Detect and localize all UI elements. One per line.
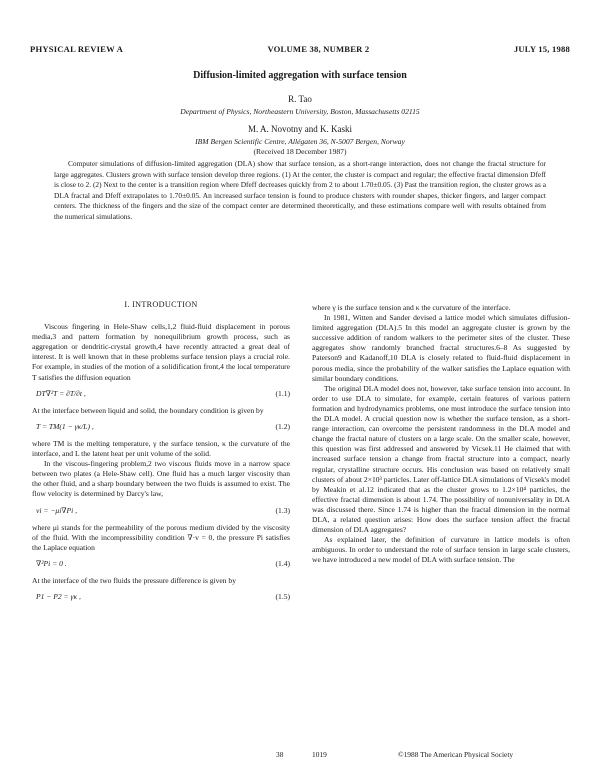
right-paragraph-4: As explained later, the definition of curvature in lattice models is often ambiguous. In order to understand the role of surface tension in large scale clusters, we have introduced a new model of DLA with surface tension. The (312, 535, 570, 565)
equation-1-2 (32, 422, 290, 432)
abstract: Computer simulations of diffusion-limited aggregation (DLA) show that surface tension, as a short-range interaction, does not change the fractal structure for large aggregates. Clusters grown with surface tension develop three regions. (1) At the center, the cluster is compact and regular; the effective fractal dimension Dfeff is close to 2. (2) Next to the center is a transition region where Dfeff decreases quickly from 2 to about 1.70±0.05. (3) Past the transition region, the cluster grows as a DLA fractal and Dfeff extrapolates to 1.70±0.05. An increased surface tension is found to produce clusters with rounder shapes, thicker fingers, and larger compact centers. The thickness of the fingers and the size of the compact center are determined theoretically, and these estimations compare well with results obtained from the numerical simulations. (54, 159, 546, 221)
equation-1-2-body: T = TM(1 − γκ/L) , (36, 421, 94, 431)
footer-volume: 38 (276, 750, 284, 759)
footer-copyright: ©1988 The American Physical Society (398, 750, 514, 759)
equation-1-5-body: P1 − P2 = γκ , (36, 592, 81, 602)
equation-1-4-number: (1.4) (275, 558, 290, 568)
right-column (312, 303, 570, 565)
equation-1-5-number: (1.5) (275, 592, 290, 602)
intro-paragraph-1: Viscous fingering in Hele-Shaw cells,1,2 fluid-fluid displacement in porous media,3 and pattern formation by nonequilibrium growth process, such as aggregation or dendritic-crystal growth,4 have recently attracted a great deal of interest. It is well known that in these problems surface tension plays a crucial role. For example, in studies of the motion of a solidification front,4 the local temperature T satisfies the diffusion equation (32, 322, 290, 382)
right-paragraph-2: In 1981, Witten and Sander devised a lattice model which simulates diffusion-limited aggregation (DLA).5 In this model an aggregate cluster is grown by the successive addition of random walkers to the perimeter sites of the cluster. These aggregates show randomly branched fractal structures.6–8 As suggested by Paterson9 and Kadanoff,10 DLA is closely related to fluid-fluid displacement in porous media, since the probability of the walker satisfies the Laplace equation with similar boundary conditions. (312, 313, 570, 383)
section-heading: I. INTRODUCTION (124, 300, 198, 309)
equation-1-3 (32, 506, 290, 516)
volume-number: VOLUME 38, NUMBER 2 (267, 44, 370, 54)
intro-paragraph-2: At the interface between liquid and solid, the boundary condition is given by (32, 405, 264, 415)
footer-page-number: 1019 (312, 750, 327, 759)
equation-1-2-number: (1.2) (275, 421, 290, 431)
equation-1-1-body: DT∇²T = ∂T/∂t , (36, 388, 86, 398)
author-line-1: R. Tao (288, 94, 312, 104)
equation-1-5 (32, 592, 290, 602)
right-paragraph-3: The original DLA model does not, however, take surface tension into account. In order to use DLA to simulate, for example, certain features of various pattern formation and hydrodynamics problems, one must introduce the surface tension into the DLA model. A crucial question now is whether the surface tension, as a short-range interaction, can overcome the persistent randomness in the DLA model and change the fractal nature of clusters on a large scale. On the smaller scale, however, this question was first addressed and answered by Vicsek.11 He claimed that with increased surface tension a change from fractal structure into a compact, nearly regular, crystalline structure occurs. His conclusion was based on relatively small clusters of about 2×10³ particles. Later off-lattice DLA simulations of Vicsek's model by Meakin et al.12 indicated that as the cluster grows to 1.2×10⁴ particles, the effective fractal dimension is about 1.74. The possibility of nonuniversality in DLA was discussed there. Since 1.74 is higher than the fractal dimension in the normal DLA, a related question arises: How does the surface tension affect the fractal dimension of DLA aggregates? (312, 383, 570, 535)
journal-name: PHYSICAL REVIEW A (30, 44, 124, 54)
equation-1-1-number: (1.1) (275, 388, 290, 398)
author-line-2: M. A. Novotny and K. Kaski (248, 124, 352, 134)
running-head (30, 44, 570, 54)
intro-paragraph-4: In the viscous-fingering problem,2 two viscous fluids move in a narrow space between two plates (a Hele-Shaw cell). One fluid has a much larger viscosity than the other fluid, and a sharp boundary between the two fluids is assumed to exist. The flow velocity is determined by Darcy's law, (32, 459, 290, 499)
affiliation-2: IBM Bergen Scientific Centre, Allégaten 36, N-5007 Bergen, Norway (195, 137, 405, 146)
equation-1-3-body: vi = −μi∇Pi , (36, 505, 78, 515)
intro-paragraph-3: where TM is the melting temperature, γ the surface tension, κ the curvature of the interface, and L the latent heat per unit volume of the solid. (32, 438, 290, 459)
intro-paragraph-6: At the interface of the two fluids the pressure difference is given by (32, 575, 236, 585)
equation-1-4 (32, 559, 290, 569)
equation-1-3-number: (1.3) (275, 505, 290, 515)
received-date: (Received 18 December 1987) (253, 147, 347, 156)
left-column (32, 300, 290, 609)
equation-1-1 (32, 389, 290, 399)
intro-paragraph-5: where μi stands for the permeability of the porous medium divided by the viscosity of the fluid. With the incompressibility condition ∇·v = 0, the pressure Pi satisfies the Laplace equation (32, 522, 290, 552)
affiliation-1: Department of Physics, Northeastern University, Boston, Massachusetts 02115 (180, 107, 420, 116)
paper-title: Diffusion-limited aggregation with surface tension (193, 70, 407, 81)
issue-date: JULY 15, 1988 (513, 44, 570, 54)
right-paragraph-1: where γ is the surface tension and κ the curvature of the interface. (312, 303, 511, 312)
equation-1-4-body: ∇²Pi = 0 . (36, 558, 67, 568)
